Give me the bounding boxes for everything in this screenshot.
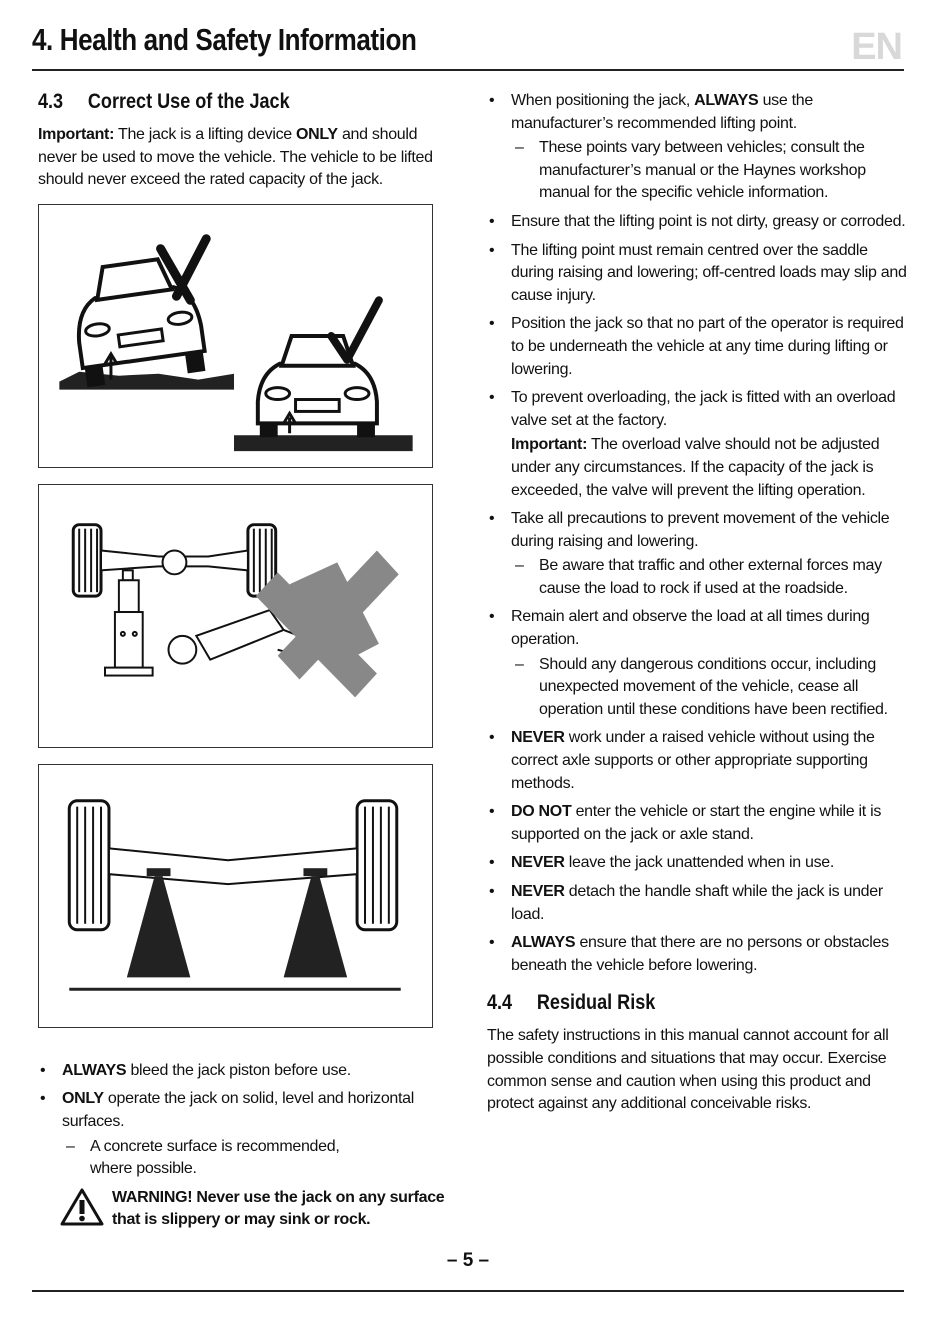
sub-list xyxy=(511,654,912,722)
language-badge: EN xyxy=(851,26,902,68)
level-ground xyxy=(234,435,413,451)
left-column xyxy=(38,90,458,1232)
check-icon xyxy=(331,300,379,360)
sub-list xyxy=(511,555,912,600)
right-bullet-list xyxy=(487,90,912,977)
section-title: Residual Risk xyxy=(536,991,656,1015)
item-text: detach the handle shaft while the jack is under load. xyxy=(511,883,883,923)
item-text: leave the jack unattended when in use. xyxy=(564,854,835,872)
emphasis: DO NOT xyxy=(511,803,572,821)
list-item xyxy=(487,727,912,795)
item-text: enter the vehicle or start the engine while it is supported on the jack or axle stand. xyxy=(511,803,882,843)
sub-list xyxy=(62,1136,458,1181)
sub-list-item: – A concrete surface is recommended, where possible. xyxy=(62,1136,360,1181)
emphasis: ALWAYS xyxy=(694,92,759,109)
list-item xyxy=(487,387,912,502)
item-text: ensure that there are no persons or obstacles beneath the vehicle before lowering. xyxy=(511,934,889,974)
axle-stand-left-icon xyxy=(127,868,191,977)
footer-rule xyxy=(32,1290,904,1292)
section-number: 4.3 xyxy=(38,90,64,113)
header-rule xyxy=(32,69,904,71)
list-item: • Ensure that the lifting point is not dirty, greasy or corroded. xyxy=(487,211,912,234)
list-item xyxy=(487,852,912,875)
emphasis: NEVER xyxy=(511,729,565,747)
intro-text: The jack is a lifting device xyxy=(114,126,297,143)
axle-stand-right-icon xyxy=(284,868,348,977)
page-number: – 5 – xyxy=(446,1250,490,1271)
wheel-left-icon xyxy=(73,524,101,595)
list-item xyxy=(38,1088,458,1180)
list-item xyxy=(487,881,912,926)
emphasis: NEVER xyxy=(511,854,565,872)
residual-risk-paragraph: The safety instructions in this manual cannot account for all possible conditions and situations that may occur. Exercise common sense and caution when using this product and protect against any additional conceivable risks. xyxy=(487,1027,889,1113)
item-text: work under a raised vehicle without using the correct axle supports or other appropriate supporting methods. xyxy=(511,729,875,792)
axle-stands-illustration xyxy=(39,765,432,1027)
level-ground-illustration xyxy=(39,205,432,467)
section-4-3-heading xyxy=(38,90,399,114)
important-label: Important: xyxy=(38,126,115,143)
figure-axle-stands xyxy=(38,764,433,1028)
item-text: use the manufacturer’s recommended lifting point. xyxy=(511,92,813,132)
important-note xyxy=(511,434,912,502)
list-item: • Position the jack so that no part of the operator is required to be underneath the vehicle at any time during lifting or lowering. xyxy=(487,313,912,381)
section-number: 4.4 xyxy=(487,991,513,1015)
person-under-vehicle-illustration xyxy=(39,485,432,747)
intro-paragraph xyxy=(38,124,458,192)
list-item xyxy=(487,90,912,205)
wheel-left-icon xyxy=(69,801,109,930)
item-text: operate the jack on solid, level and horizontal surfaces. xyxy=(62,1090,415,1130)
sub-list xyxy=(511,137,912,205)
item-text: bleed the jack piston before use. xyxy=(126,1061,351,1079)
uneven-ground xyxy=(59,372,234,390)
list-item xyxy=(487,606,912,721)
warning-callout xyxy=(60,1187,458,1232)
left-bullet-list xyxy=(38,1060,458,1181)
warning-triangle-icon xyxy=(60,1187,104,1227)
item-text: Take all precautions to prevent movement of the vehicle during raising and lowering. xyxy=(511,510,890,550)
warning-text: WARNING! Never use the jack on any surface that is slippery or may sink or rock. xyxy=(112,1188,445,1229)
page-title: 4. Health and Safety Information xyxy=(32,22,417,57)
figure-person-under-vehicle xyxy=(38,484,433,748)
important-text: The overload valve should not be adjusted under any circumstances. If the capacity of the jack is exceeded, the valve will prevent the lifting operation. xyxy=(511,436,880,499)
list-item xyxy=(487,801,912,846)
sub-list-item: – Be aware that traffic and other external forces may cause the load to rock if used at the roadside. xyxy=(511,555,912,600)
sub-list-item: – Should any dangerous conditions occur, including unexpected movement of the vehicle, cease all operation until these conditions have been rectified. xyxy=(511,654,912,722)
section-4-4-heading xyxy=(487,991,853,1015)
important-label: Important: xyxy=(511,436,588,454)
wheel-right-icon xyxy=(357,801,397,930)
list-item xyxy=(487,508,912,600)
intro-text-2: and should never be used to move the vehicle. The vehicle to be lifted should never exceed the rated capacity of the jack. xyxy=(38,126,433,189)
right-column xyxy=(487,90,912,1116)
list-item: • The lifting point must remain centred over the saddle during raising and lowering; off-centred loads may slip and cause injury. xyxy=(487,240,912,308)
level-car-icon xyxy=(258,336,377,437)
list-item xyxy=(38,1060,458,1083)
sub-list-item: – These points vary between vehicles; consult the manufacturer’s manual or the Haynes workshop manual for the specific vehicle information. xyxy=(511,137,912,205)
only-emphasis: ONLY xyxy=(296,126,338,143)
bottle-jack-icon xyxy=(105,570,153,675)
item-text: To prevent overloading, the jack is fitted with an overload valve set at the factory. xyxy=(511,389,896,429)
emphasis: ALWAYS xyxy=(62,1061,127,1079)
section-title: Correct Use of the Jack xyxy=(87,90,290,113)
item-text: When positioning the jack, xyxy=(511,92,695,109)
figure-level-ground xyxy=(38,204,433,468)
emphasis: ONLY xyxy=(62,1090,104,1108)
emphasis: ALWAYS xyxy=(511,934,576,952)
list-item xyxy=(487,932,912,977)
emphasis: NEVER xyxy=(511,883,565,900)
item-text: Remain alert and observe the load at all times during operation. xyxy=(511,608,870,649)
